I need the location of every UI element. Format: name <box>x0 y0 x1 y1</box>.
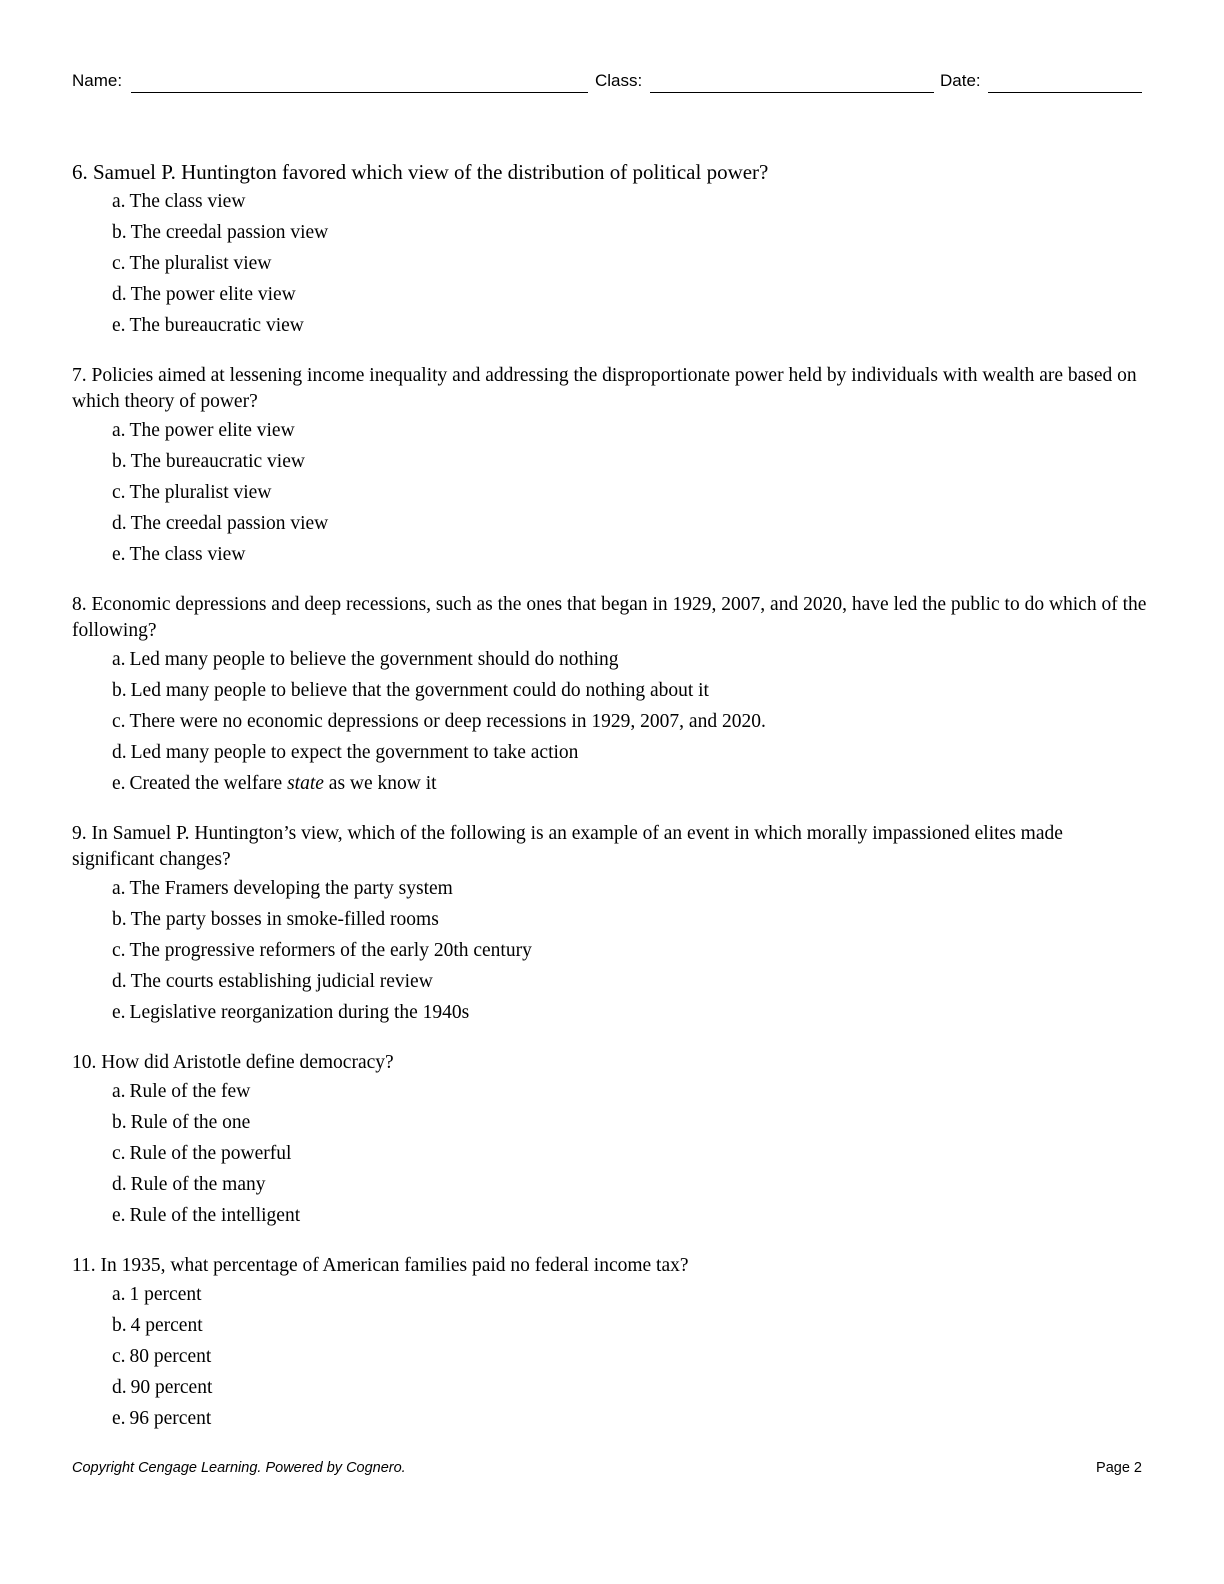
answer-choice <box>112 644 1147 675</box>
answer-choices <box>72 1279 1147 1434</box>
choice-text: The class view <box>129 191 246 212</box>
choice-letter: c. <box>112 1346 126 1367</box>
copyright-notice: Copyright Cengage Learning. Powered by Cognero. <box>72 1460 406 1476</box>
answer-choice <box>112 1341 1147 1372</box>
question-stem: 7. Policies aimed at lessening income inequality and addressing the disproportionate power held by individuals with wealth are based on which theory of power? <box>72 365 1137 412</box>
answer-choice <box>112 539 1147 570</box>
name-label: Name: <box>72 71 123 90</box>
question-8 <box>72 592 1147 799</box>
choice-text: Legislative reorganization during the 1940s <box>129 1002 470 1023</box>
question-list <box>72 158 1147 1456</box>
choice-text: The power elite view <box>130 284 296 305</box>
choice-letter: b. <box>112 909 127 930</box>
choice-text: The pluralist view <box>129 482 272 503</box>
answer-choice <box>112 248 1147 279</box>
answer-choice <box>112 1372 1147 1403</box>
choice-text: 80 percent <box>129 1346 212 1367</box>
choice-text: Led many people to believe the government should do nothing <box>129 649 619 670</box>
choice-letter: c. <box>112 940 126 961</box>
choice-text: Rule of the one <box>130 1112 251 1133</box>
answer-choice <box>112 508 1147 539</box>
page-footer <box>72 1460 1142 1482</box>
choice-letter: a. <box>112 878 126 899</box>
answer-choice <box>112 904 1147 935</box>
answer-choice <box>112 737 1147 768</box>
choice-text: The power elite view <box>129 420 295 441</box>
page-number: Page 2 <box>1096 1460 1142 1476</box>
class-field-line[interactable] <box>650 92 934 93</box>
question-6 <box>72 158 1147 341</box>
choice-letter: e. <box>112 1205 126 1226</box>
choice-letter: b. <box>112 1112 127 1133</box>
choice-text: 1 percent <box>129 1284 202 1305</box>
choice-text: The pluralist view <box>129 253 272 274</box>
choice-letter: a. <box>112 191 126 212</box>
choice-letter: d. <box>112 284 127 305</box>
answer-choice <box>112 768 1147 799</box>
choice-letter: c. <box>112 482 126 503</box>
choice-letter: a. <box>112 420 126 441</box>
choice-letter: b. <box>112 451 127 472</box>
choice-letter: e. <box>112 773 126 794</box>
choice-text-italic: state <box>287 773 324 794</box>
choice-text-before: Created the welfare <box>129 773 288 794</box>
answer-choice <box>112 310 1147 341</box>
choice-text: Led many people to believe that the government could do nothing about it <box>130 680 709 701</box>
choice-letter: a. <box>112 1284 126 1305</box>
student-info-header <box>72 70 1142 96</box>
date-field-line[interactable] <box>988 92 1142 93</box>
answer-choice <box>112 873 1147 904</box>
choice-letter: b. <box>112 680 127 701</box>
answer-choice <box>112 1200 1147 1231</box>
choice-letter: a. <box>112 649 126 670</box>
answer-choices <box>72 415 1147 570</box>
date-label: Date: <box>940 71 981 90</box>
answer-choice <box>112 935 1147 966</box>
answer-choice <box>112 446 1147 477</box>
answer-choice <box>112 279 1147 310</box>
choice-text: The Framers developing the party system <box>129 878 453 899</box>
choice-text: The bureaucratic view <box>129 315 304 336</box>
answer-choice <box>112 1403 1147 1434</box>
answer-choices <box>72 873 1147 1028</box>
choice-text: Rule of the few <box>129 1081 251 1102</box>
choice-text: 4 percent <box>130 1315 203 1336</box>
answer-choice <box>112 675 1147 706</box>
choice-text: Rule of the intelligent <box>129 1205 301 1226</box>
choice-text-after: as we know it <box>323 773 437 794</box>
answer-choice <box>112 1279 1147 1310</box>
choice-text: Led many people to expect the government to take action <box>130 742 579 763</box>
choice-letter: e. <box>112 1002 126 1023</box>
answer-choices <box>72 644 1147 799</box>
question-10 <box>72 1050 1147 1231</box>
answer-choice <box>112 1169 1147 1200</box>
answer-choice <box>112 217 1147 248</box>
choice-text: The progressive reformers of the early 20th century <box>129 940 532 961</box>
class-label: Class: <box>595 71 643 90</box>
question-stem: 11. In 1935, what percentage of American families paid no federal income tax? <box>72 1255 689 1276</box>
choice-letter: d. <box>112 1377 127 1398</box>
question-11 <box>72 1253 1147 1434</box>
question-stem: 9. In Samuel P. Huntington’s view, which of the following is an example of an event in which morally impassioned elites made significant changes? <box>72 823 1063 870</box>
question-7 <box>72 363 1147 570</box>
choice-text: The courts establishing judicial review <box>130 971 433 992</box>
question-stem: 10. How did Aristotle define democracy? <box>72 1052 394 1073</box>
name-field-line[interactable] <box>131 92 588 93</box>
choice-letter: c. <box>112 711 126 732</box>
choice-letter: e. <box>112 1408 126 1429</box>
answer-choice <box>112 1107 1147 1138</box>
answer-choices <box>72 1076 1147 1231</box>
answer-choice <box>112 415 1147 446</box>
choice-letter: d. <box>112 513 127 534</box>
choice-text: 96 percent <box>129 1408 212 1429</box>
choice-letter: e. <box>112 315 126 336</box>
choice-letter: d. <box>112 742 127 763</box>
choice-letter: c. <box>112 1143 126 1164</box>
choice-letter: e. <box>112 544 126 565</box>
answer-choice <box>112 1138 1147 1169</box>
choice-letter: d. <box>112 1174 127 1195</box>
choice-text: The bureaucratic view <box>130 451 305 472</box>
choice-text: Rule of the powerful <box>129 1143 292 1164</box>
choice-text: The party bosses in smoke-filled rooms <box>130 909 439 930</box>
choice-letter: c. <box>112 253 126 274</box>
answer-choice <box>112 1076 1147 1107</box>
choice-text: The class view <box>129 544 246 565</box>
question-stem: 6. Samuel P. Huntington favored which view of the distribution of political power? <box>72 160 769 184</box>
answer-choice <box>112 186 1147 217</box>
choice-text: The creedal passion view <box>130 513 329 534</box>
choice-letter: a. <box>112 1081 126 1102</box>
choice-text: The creedal passion view <box>130 222 329 243</box>
answer-choices <box>72 186 1147 341</box>
choice-text: Rule of the many <box>130 1174 266 1195</box>
choice-letter: b. <box>112 1315 127 1336</box>
choice-letter: b. <box>112 222 127 243</box>
answer-choice <box>112 477 1147 508</box>
choice-text: 90 percent <box>130 1377 213 1398</box>
question-9 <box>72 821 1147 1028</box>
answer-choice <box>112 997 1147 1028</box>
answer-choice <box>112 706 1147 737</box>
choice-letter: d. <box>112 971 127 992</box>
question-stem: 8. Economic depressions and deep recessions, such as the ones that began in 1929, 2007, and 2020, have led the public to do which of the following? <box>72 594 1147 641</box>
answer-choice <box>112 966 1147 997</box>
choice-text: There were no economic depressions or deep recessions in 1929, 2007, and 2020. <box>129 711 766 732</box>
answer-choice <box>112 1310 1147 1341</box>
